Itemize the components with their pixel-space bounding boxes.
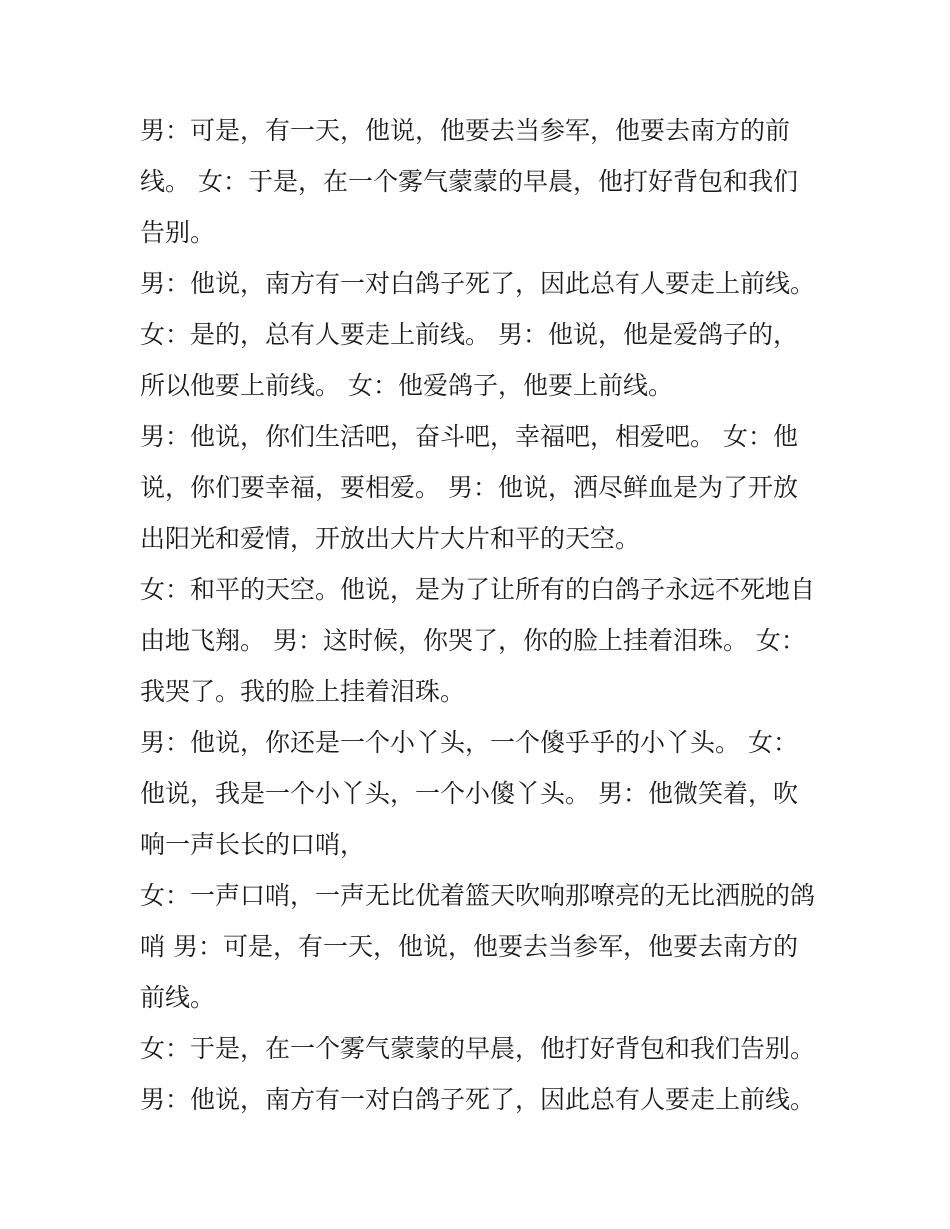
text-line: 女：和平的天空。他说，是为了让所有的白鸽子永远不死地自 — [140, 575, 816, 604]
text-line: 告别。 — [140, 218, 216, 247]
text-line: 我哭了。我的脸上挂着泪珠。 — [140, 677, 466, 706]
text-line: 男：可是，有一天，他说，他要去当参军，他要去南方的前 — [140, 116, 791, 145]
text-line: 女：于是，在一个雾气蒙蒙的早晨，他打好背包和我们告别。 — [140, 1034, 816, 1063]
text-line: 出阳光和爱情，开放出大片大片和平的天空。 — [140, 524, 641, 553]
text-line: 女：是的，总有人要走上前线。 男：他说，他是爱鸽子的， — [140, 320, 798, 349]
text-line: 他说，我是一个小丫头，一个小傻丫头。 男：他微笑着，吹 — [140, 779, 798, 808]
text-line: 前线。 — [140, 983, 216, 1012]
text-line: 所以他要上前线。 女：他爱鸽子，他要上前线。 — [140, 371, 673, 400]
text-line: 哨 男：可是，有一天，他说，他要去当参军，他要去南方的 — [140, 932, 798, 961]
text-line: 由地飞翔。 男：这时候，你哭了，你的脸上挂着泪珠。 女： — [140, 626, 806, 655]
text-line: 响一声长长的口哨， — [140, 830, 366, 859]
text-line: 线。 女：于是，在一个雾气蒙蒙的早晨，他打好背包和我们 — [140, 167, 798, 196]
text-line: 男：他说，你还是一个小丫头，一个傻乎乎的小丫头。 女： — [140, 728, 798, 757]
document-body — [140, 105, 820, 1125]
text-line: 男：他说，南方有一对白鸽子死了，因此总有人要走上前线。 — [140, 1085, 816, 1114]
text-line: 说，你们要幸福，要相爱。 男：他说，洒尽鲜血是为了开放 — [140, 473, 798, 502]
text-line: 男：他说，你们生活吧，奋斗吧，幸福吧，相爱吧。 女：他 — [140, 422, 798, 451]
text-line: 男：他说，南方有一对白鸽子死了，因此总有人要走上前线。 — [140, 269, 816, 298]
text-line: 女：一声口哨，一声无比优着篮天吹响那嘹亮的无比洒脱的鸽 — [140, 881, 816, 910]
